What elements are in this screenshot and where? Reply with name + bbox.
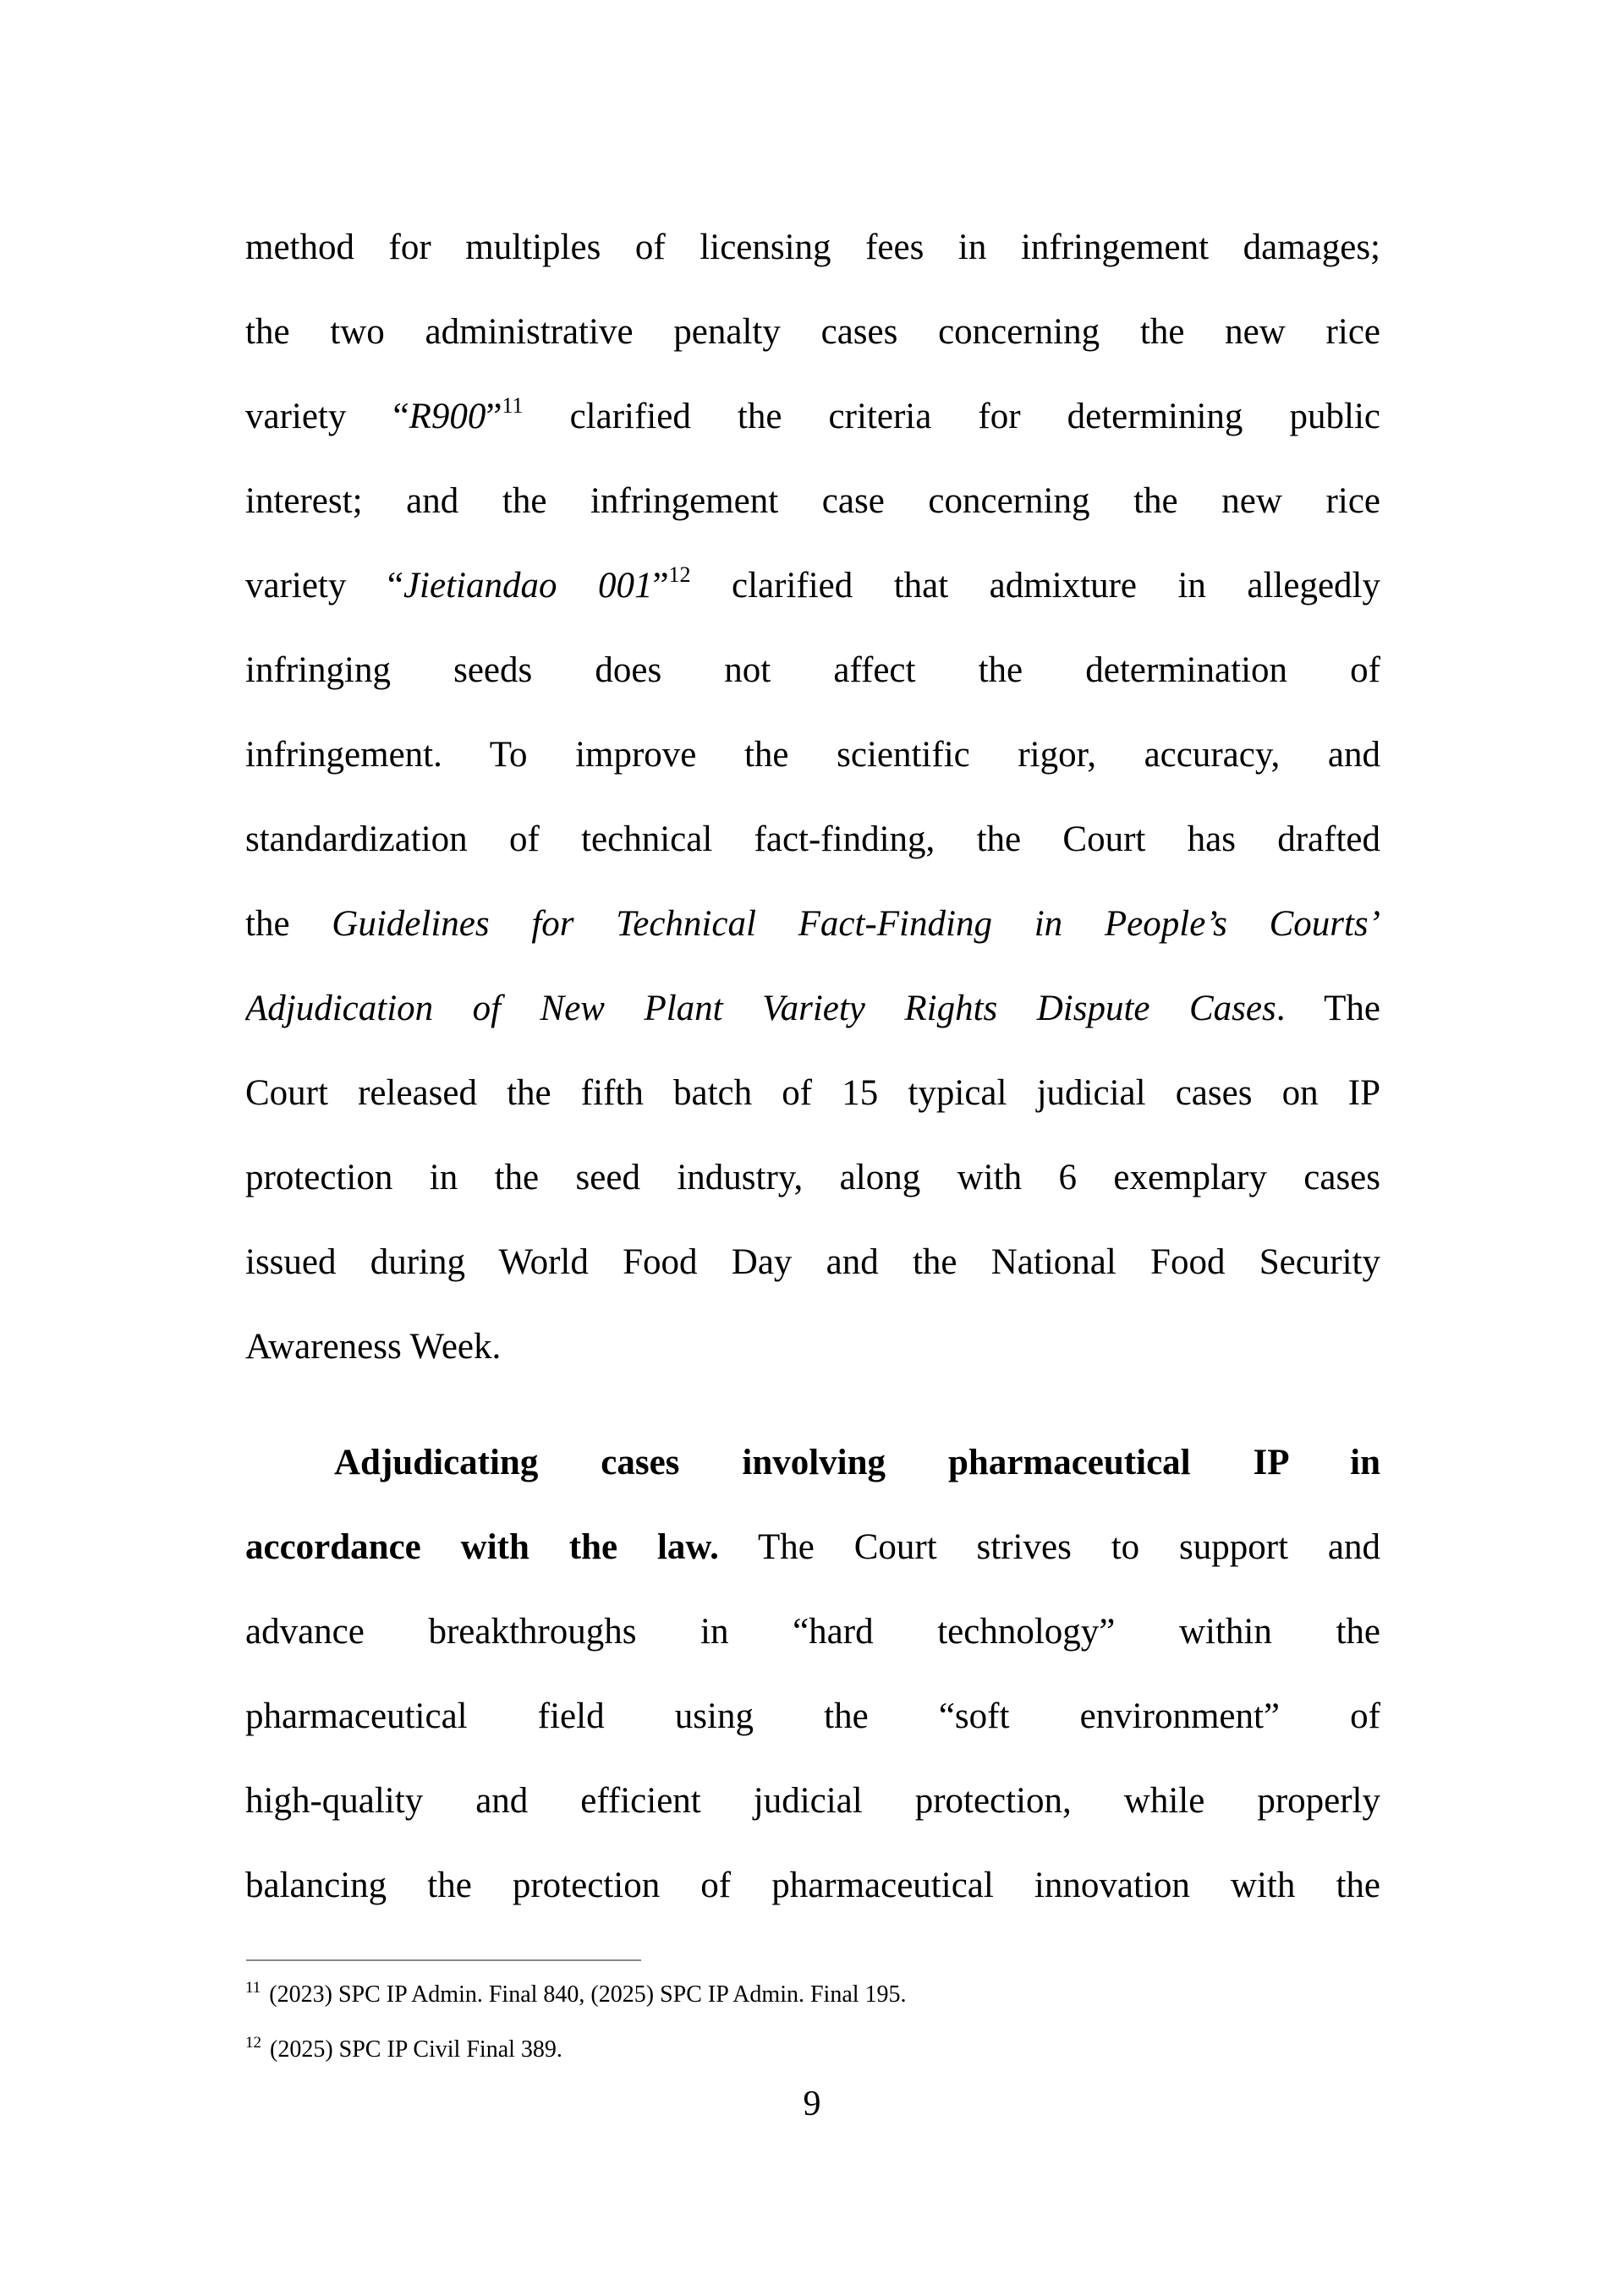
text-run: balancing the protection of pharmaceutical innovation with the — [245, 1866, 1380, 1905]
footnote-separator-rule — [246, 1959, 641, 1961]
text-run: ” — [652, 566, 669, 606]
text-line — [245, 1590, 1380, 1674]
text-line — [245, 1051, 1380, 1136]
text-run: Guidelines for Technical Fact-Finding in People’s Courts’ — [332, 904, 1380, 944]
text-line — [245, 375, 1380, 459]
text-run: infringing seeds does not affect the determination of — [245, 650, 1380, 690]
text-line — [245, 1220, 1380, 1305]
text-line — [245, 882, 1380, 967]
text-run: protection in the seed industry, along with 6 exemplary cases — [245, 1158, 1380, 1197]
paragraph — [245, 205, 1380, 1389]
text-run: . The — [1276, 989, 1380, 1028]
text-line — [245, 1421, 1380, 1505]
text-run: Jietiandao 001 — [403, 566, 653, 606]
text-line — [245, 1674, 1380, 1759]
text-run: clarified that admixture in allegedly — [690, 566, 1380, 606]
text-line — [245, 1136, 1380, 1220]
footnote-reference: 11 — [502, 393, 524, 418]
page-number: 9 — [803, 2085, 821, 2123]
text-line — [245, 713, 1380, 797]
text-run: the — [245, 904, 332, 944]
text-run: accordance with the law. — [245, 1527, 719, 1567]
text-line — [245, 1305, 1380, 1389]
text-run: R900 — [409, 397, 486, 436]
footnote-reference: 12 — [668, 562, 691, 587]
text-run: Awareness Week. — [245, 1327, 502, 1367]
text-run: advance breakthroughs in “hard technology” within the — [245, 1612, 1380, 1652]
text-line — [245, 205, 1380, 290]
text-run: ” — [486, 397, 502, 436]
footnote-marker: 12 — [245, 2034, 261, 2052]
text-run: Adjudication of New Plant Variety Rights Dispute Cases — [245, 989, 1276, 1028]
text-line — [245, 628, 1380, 713]
footnote-list — [245, 1967, 1380, 2077]
text-run: variety “ — [245, 566, 403, 606]
text-run: Court released the fifth batch of 15 typical judicial cases on IP — [245, 1073, 1380, 1113]
text-run: standardization of technical fact-finding, the Court has drafted — [245, 819, 1380, 859]
text-line — [245, 544, 1380, 628]
footnote-text: (2023) SPC IP Admin. Final 840, (2025) SPC IP Admin. Final 195. — [269, 1981, 907, 2008]
footnote-text: (2025) SPC IP Civil Final 389. — [270, 2036, 562, 2063]
text-run: infringement. To improve the scientific rigor, accuracy, and — [245, 735, 1380, 775]
text-line — [245, 1844, 1380, 1928]
footnote-item — [245, 2022, 1380, 2077]
text-run: pharmaceutical field using the “soft environment” of — [245, 1696, 1380, 1736]
text-run: interest; and the infringement case concerning the new rice — [245, 481, 1380, 521]
text-run: The Court strives to support and — [718, 1527, 1380, 1567]
text-run: issued during World Food Day and the National Food Security — [245, 1242, 1380, 1282]
text-line — [245, 290, 1380, 375]
text-line — [245, 797, 1380, 882]
text-run: the two administrative penalty cases concerning the new rice — [245, 312, 1380, 352]
text-run: variety “ — [245, 397, 409, 436]
text-run: clarified the criteria for determining public — [523, 397, 1380, 436]
text-run: high-quality and efficient judicial protection, while properly — [245, 1781, 1380, 1821]
paragraph — [245, 1421, 1380, 1928]
text-line — [245, 1505, 1380, 1590]
body-text — [245, 205, 1380, 1928]
text-run: method for multiples of licensing fees in infringement damages; — [245, 227, 1380, 267]
footnote-marker: 11 — [245, 1979, 261, 1997]
text-line — [245, 1759, 1380, 1844]
text-line — [245, 967, 1380, 1051]
text-run: Adjudicating cases involving pharmaceutical IP in — [334, 1443, 1380, 1482]
footnote-item — [245, 1967, 1380, 2022]
text-line — [245, 459, 1380, 544]
